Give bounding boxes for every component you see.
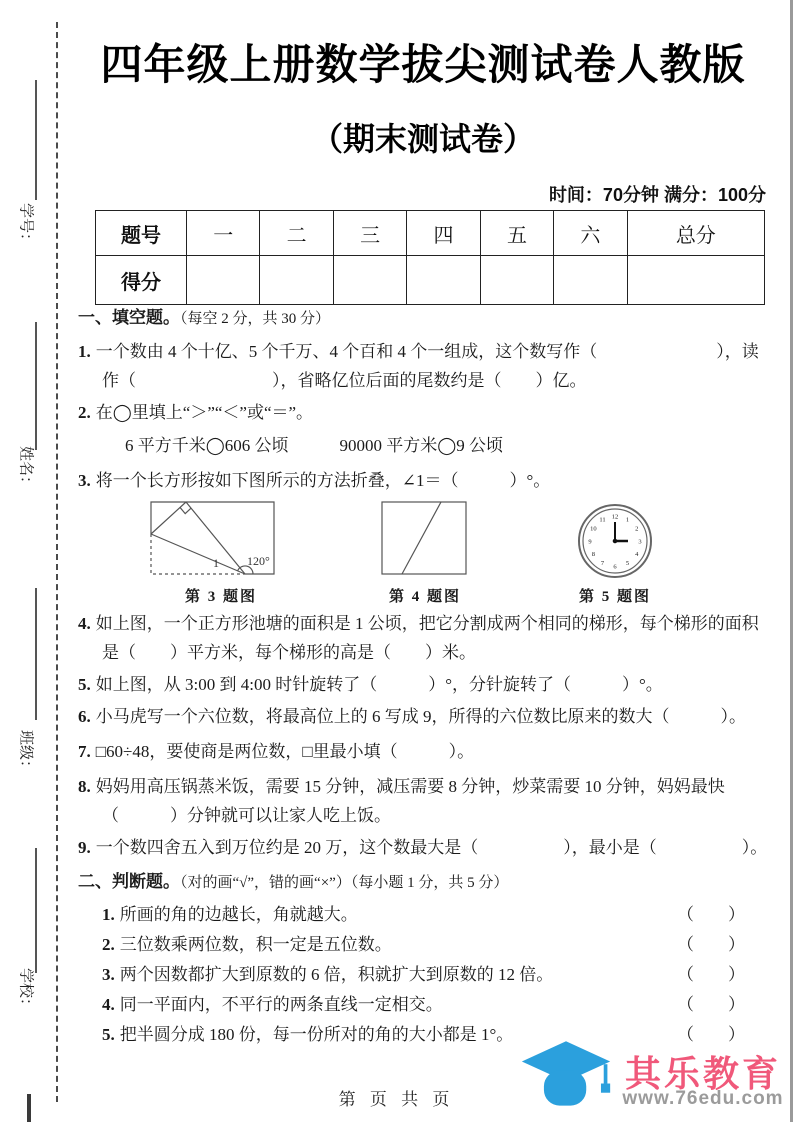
clock-number: 4 <box>635 550 639 558</box>
page-subtitle: （期末测试卷） <box>310 121 535 157</box>
graduation-cap-icon <box>520 1038 612 1118</box>
section-fill-heading <box>78 303 768 334</box>
section-judge-note: （对的画“√”，错的画“×”）（每小题 1 分，共 5 分） <box>180 875 509 891</box>
clock-number: 8 <box>591 550 595 558</box>
section-fill-title: 一、填空题。 <box>78 308 180 327</box>
question-number: 3. <box>102 965 115 984</box>
fill-question-3 <box>78 466 768 495</box>
fill-question-8 <box>78 772 768 830</box>
clock-number: 7 <box>600 560 605 567</box>
answer-brackets: （ ） <box>677 965 745 984</box>
question-text: 一个数四舍五入到万位约是 20 万，这个数最大是（ ），最小是（ ）。 <box>95 838 768 857</box>
score-cell <box>333 256 406 305</box>
paper-body <box>78 303 768 1050</box>
student-id-write-line <box>35 80 37 200</box>
clock-number: 9 <box>588 538 592 546</box>
question-text: 同一平面内，不平行的两条直线一定相交。 <box>119 995 443 1014</box>
question-text: 妈妈用高压锅蒸米饭，需要 15 分钟，减压需要 8 分钟，炒菜需要 10 分钟，妈妈最快（ ）分钟就可以让家人吃上饭。 <box>95 777 725 825</box>
question-number: 2. <box>78 403 91 422</box>
question-text: 一个数由 4 个十亿、5 个千万、4 个百和 4 个一组成，这个数写作（ ），读作（ ），省略亿位后面的尾数约是（ ）亿。 <box>95 342 759 390</box>
question-number: 7. <box>78 742 91 761</box>
name-write-line <box>35 322 37 450</box>
question-text: 将一个长方形按如下图所示的方法折叠，∠1＝（ ）°。 <box>95 471 551 490</box>
fill-question-2 <box>78 398 768 427</box>
question-number: 1. <box>102 905 115 924</box>
section-judge-heading <box>78 867 768 898</box>
question-text: 如上图，从 3:00 到 4:00 时针旋转了（ ）°，分针旋转了（ ）°。 <box>95 675 663 694</box>
answer-brackets: （ ） <box>677 905 745 924</box>
question-number: 9. <box>78 838 91 857</box>
judge-text <box>102 1020 513 1049</box>
page-title: 四年级上册数学拔尖测试卷人教版 <box>100 41 746 88</box>
judge-text <box>102 900 358 929</box>
question-number: 4. <box>78 614 91 633</box>
question-number: 4. <box>102 995 115 1014</box>
question-text: 两个因数都扩大到原数的 6 倍，积就扩大到原数的 12 倍。 <box>119 965 554 984</box>
section-judge-title: 二、判断题。 <box>78 872 180 891</box>
clock-number: 6 <box>613 563 617 571</box>
clock-number: 11 <box>599 516 606 524</box>
figure-5 <box>574 501 656 612</box>
question-number: 2. <box>102 935 115 954</box>
fill-question-1 <box>78 337 768 395</box>
judge-question-4 <box>78 990 768 1019</box>
question-number: 5. <box>78 675 91 694</box>
question-number: 1. <box>78 342 91 361</box>
judge-question-2 <box>78 930 768 959</box>
clock-number: 3 <box>638 538 642 546</box>
fill-question-9 <box>78 833 768 862</box>
fill-question-4 <box>78 609 768 667</box>
question-text: 在◯里填上“＞”“＜”或“＝”。 <box>95 403 314 422</box>
fill-question-6 <box>78 702 768 731</box>
figure-4-caption: 第 4 题图 <box>388 589 461 605</box>
angle-120-label: 120° <box>247 554 270 568</box>
figure-3 <box>150 501 292 612</box>
score-col-6: 六 <box>554 211 627 256</box>
score-cell <box>260 256 333 305</box>
score-col-5: 五 <box>480 211 553 256</box>
school-label: 学校： <box>17 967 34 1013</box>
score-col-2: 二 <box>260 211 333 256</box>
answer-brackets: （ ） <box>677 995 745 1014</box>
clock-number: 12 <box>611 513 619 521</box>
question-text: 把半圆分成 180 份，每一份所对的角的大小都是 1°。 <box>119 1025 514 1044</box>
angle-1-label: 1 <box>213 556 219 570</box>
score-cell <box>480 256 553 305</box>
brand-url: www.76edu.com <box>622 1088 784 1109</box>
score-row-label: 得分 <box>96 256 187 305</box>
brand-logo <box>520 1030 793 1122</box>
question-text: 三位数乘两位数，积一定是五位数。 <box>119 935 392 954</box>
clock-3-oclock-diagram <box>574 501 656 581</box>
figure-3-caption: 第 3 题图 <box>184 589 257 605</box>
question-text: 如上图，一个正方形池塘的面积是 1 公顷，把它分割成两个相同的梯形，每个梯形的面积是（ ）平方米，每个梯形的高是（ ）米。 <box>95 614 759 662</box>
question-number: 6. <box>78 707 91 726</box>
question-number: 8. <box>78 777 91 796</box>
score-row <box>96 256 765 305</box>
score-cell <box>187 256 260 305</box>
class-label: 班级： <box>17 729 34 775</box>
question-number-row <box>96 211 765 256</box>
figure-4 <box>381 501 469 612</box>
score-col-3: 三 <box>333 211 406 256</box>
score-col-total: 总分 <box>627 211 764 256</box>
fill-question-5 <box>78 670 768 699</box>
figures-row <box>78 501 768 603</box>
score-col-4: 四 <box>407 211 480 256</box>
score-col-1: 一 <box>187 211 260 256</box>
school-write-line <box>35 848 37 973</box>
judge-text <box>102 990 443 1019</box>
question-text: 小马虎写一个六位数，将最高位上的 6 写成 9，所得的六位数比原来的数大（ ）。 <box>95 707 746 726</box>
score-cell <box>407 256 480 305</box>
clock-center-dot <box>613 539 617 543</box>
page-footer: 第 页 共 页 <box>338 1090 455 1109</box>
class-write-line <box>35 588 37 720</box>
clock-number: 10 <box>590 525 597 533</box>
score-table-header-label: 题号 <box>96 211 187 256</box>
figure-5-caption: 第 5 题图 <box>578 589 651 605</box>
section-fill-note: （每空 2 分，共 30 分） <box>180 311 331 327</box>
clock-number: 2 <box>635 525 639 533</box>
time-score-info: 时间：70分钟 满分：100分 <box>548 185 766 205</box>
question-text: 所画的角的边越长，角就越大。 <box>119 905 358 924</box>
fill-question-2-items: 6 平方千米◯606 公顷 90000 平方米◯9 公顷 <box>125 436 504 455</box>
score-cell <box>627 256 764 305</box>
score-cell <box>554 256 627 305</box>
answer-brackets: （ ） <box>677 935 745 954</box>
clock-number: 5 <box>625 560 630 567</box>
clock-number: 1 <box>625 516 630 524</box>
square-with-line-diagram <box>381 501 469 581</box>
fill-question-7 <box>78 737 768 766</box>
brand-name: 其乐教育 <box>624 1053 781 1094</box>
judge-text <box>102 960 553 989</box>
judge-question-1 <box>78 900 768 929</box>
name-label: 姓名： <box>17 445 34 491</box>
folded-rectangle-diagram <box>150 501 292 581</box>
answer-brackets: （ ） <box>677 1025 745 1044</box>
question-text: □60÷48，要使商是两位数，□里最小填（ ）。 <box>95 742 475 761</box>
question-number: 5. <box>102 1025 115 1044</box>
score-table <box>95 210 765 305</box>
seal-dashed-line <box>56 22 58 1102</box>
student-id-label: 学号： <box>17 202 34 248</box>
judge-text <box>102 930 392 959</box>
question-number: 3. <box>78 471 91 490</box>
judge-question-3 <box>78 960 768 989</box>
